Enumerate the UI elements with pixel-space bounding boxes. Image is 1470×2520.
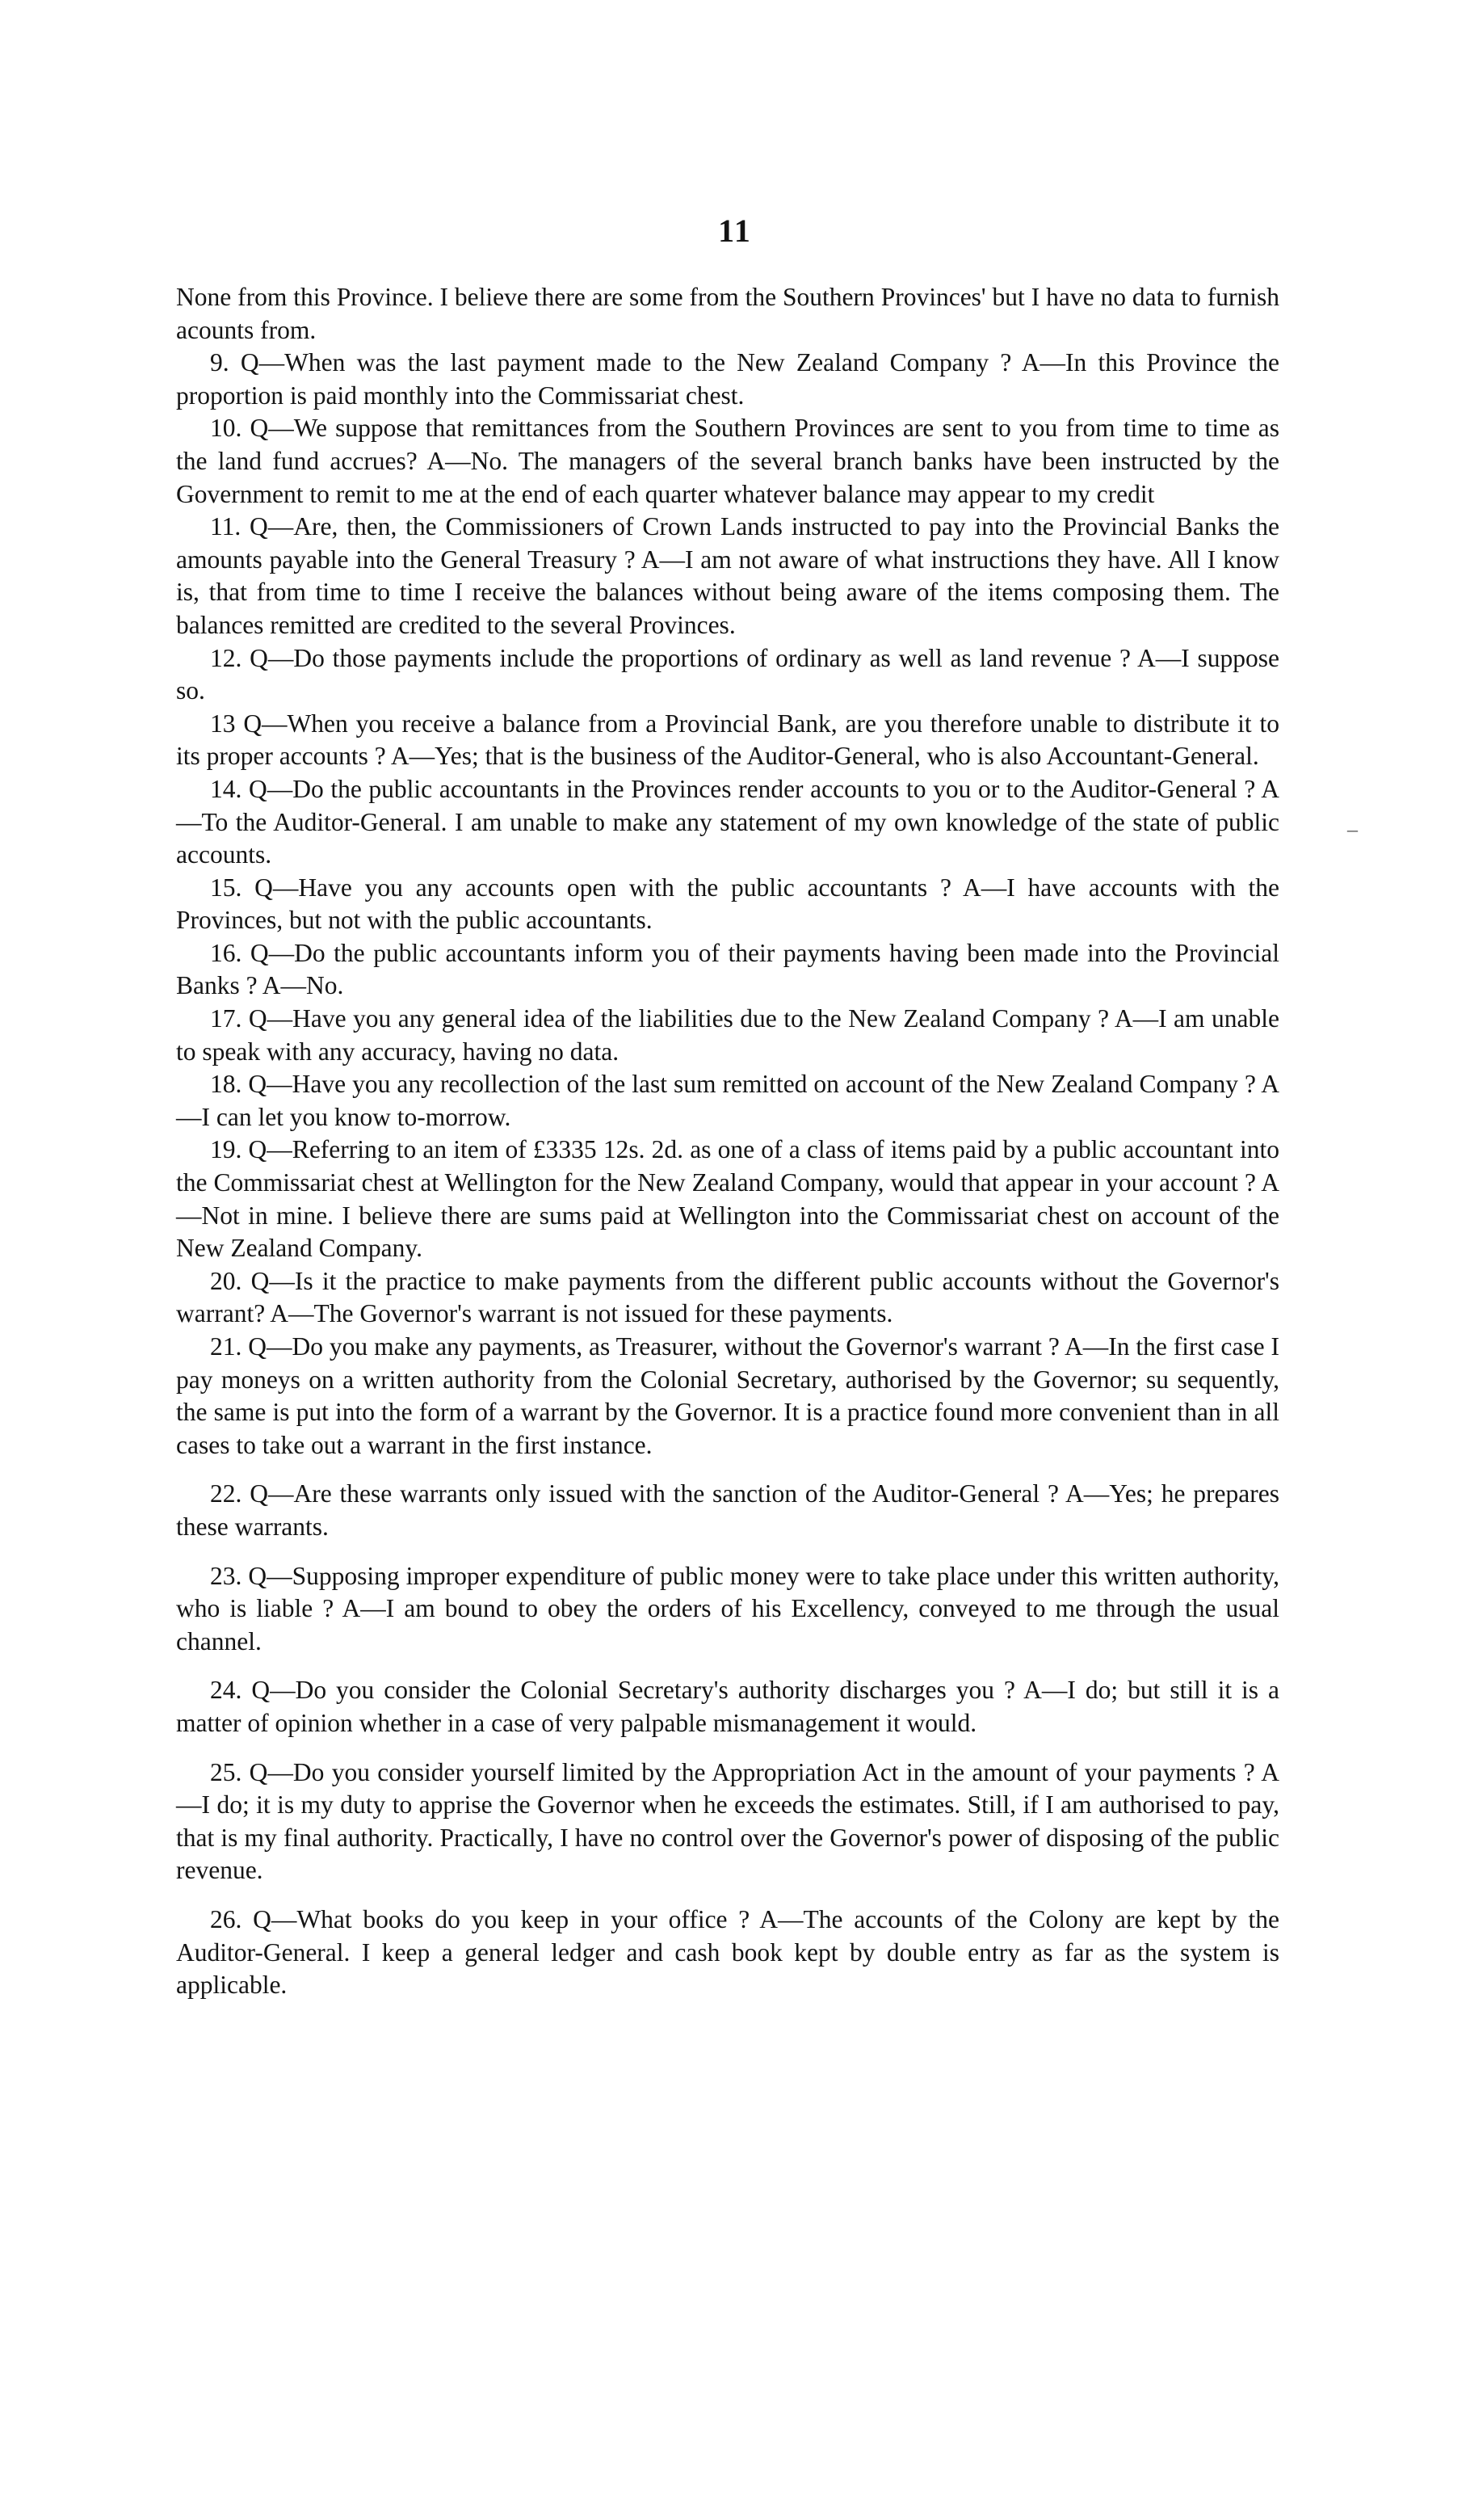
- paragraph-q22: 22. Q—Are these warrants only issued with the sanction of the Auditor-General ? A—Yes; he prepares these warrants.: [176, 1479, 1279, 1541]
- paragraph-q18: 18. Q—Have you any recollection of the last sum remitted on account of the New Zealand Company ? A—I can let you know to-morrow.: [176, 1070, 1279, 1131]
- testimony-text: [176, 281, 1279, 2002]
- paragraph-q23: 23. Q—Supposing improper expenditure of public money were to take place under this written authority, who is liable ? A—I am bound to obey the orders of his Excellency, conveyed to me through the usual channel.: [176, 1561, 1279, 1655]
- paragraph-q17: 17. Q—Have you any general idea of the liabilities due to the New Zealand Company ? A—I am unable to speak with any accuracy, having no data.: [176, 1004, 1279, 1066]
- paragraph-q12: 12. Q—Do those payments include the proportions of ordinary as well as land revenue ? A—I suppose so.: [176, 643, 1279, 705]
- paragraph-q14: 14. Q—Do the public accountants in the Provinces render accounts to you or to the Auditor-General ? A—To the Auditor-General. I am unable to make any statement of my own knowledge of the state of public accounts.: [176, 774, 1279, 869]
- margin-mark: –: [1347, 818, 1358, 841]
- paragraph-q25: 25. Q—Do you consider yourself limited by the Appropriation Act in the amount of your payments ? A—I do; it is my duty to apprise the Governor when he exceeds the estimates. Still, if I am authorised to pay, that is my final authority. Practically, I have no control over the Governor's power of disposing of the public revenue.: [176, 1757, 1279, 1885]
- paragraph-q9: 9. Q—When was the last payment made to the New Zealand Company ? A—In this Province the proportion is paid monthly into the Commissariat chest.: [176, 348, 1279, 410]
- paragraph-q24: 24. Q—Do you consider the Colonial Secretary's authority discharges you ? A—I do; but still it is a matter of opinion whether in a case of very palpable mismanagement it would.: [176, 1676, 1279, 1737]
- paragraph-q19: 19. Q—Referring to an item of £3335 12s. 2d. as one of a class of items paid by a public accountant into the Commissariat chest at Wellington for the New Zealand Company, would that appear in your account ? A—Not in mine. I believe there are sums paid at Wellington into the Commissariat chest on account of the New Zealand Company.: [176, 1135, 1279, 1263]
- paragraph-q11: 11. Q—Are, then, the Commissioners of Crown Lands instructed to pay into the Provincial Banks the amounts payable into the General Treasury ? A—I am not aware of what instructions they have. All I know is, that from time to time I receive the balances without being aware of the items composing them. The balances remitted are credited to the several Provinces.: [176, 512, 1279, 639]
- paragraph-continuation: None from this Province. I believe there are some from the Southern Provinces' but I have no data to furnish acounts from.: [176, 283, 1279, 344]
- page-number: 11: [718, 212, 752, 249]
- paragraph-q21: 21. Q—Do you make any payments, as Treasurer, without the Governor's warrant ? A—In the first case I pay moneys on a written authority from the Colonial Secretary, authorised by the Governor; su sequently, the same is put into the form of a warrant by the Governor. It is a practice found more convenient than in all cases to take out a warrant in the first instance.: [176, 1332, 1279, 1459]
- paragraph-q16: 16. Q—Do the public accountants inform you of their payments having been made into the Provincial Banks ? A—No.: [176, 938, 1279, 1000]
- paragraph-q26: 26. Q—What books do you keep in your office ? A—The accounts of the Colony are kept by the Auditor-General. I keep a general ledger and cash book kept by double entry as far as the system is applicable.: [176, 1904, 1279, 2000]
- paragraph-q15: 15. Q—Have you any accounts open with the public accountants ? A—I have accounts with the Provinces, but not with the public accountants.: [176, 873, 1279, 935]
- paragraph-q13: 13 Q—When you receive a balance from a Provincial Bank, are you therefore unable to distribute it to its proper accounts ? A—Yes; that is the business of the Auditor-General, who is also Accountant-General.: [176, 709, 1279, 771]
- paragraph-q20: 20. Q—Is it the practice to make payments from the different public accounts without the Governor's warrant? A—The Governor's warrant is not issued for these payments.: [176, 1266, 1279, 1328]
- paragraph-q10: 10. Q—We suppose that remittances from the Southern Provinces are sent to you from time to time as the land fund accrues? A—No. The managers of the several branch banks have been instructed by the Government to remit to me at the end of each quarter whatever balance may appear to my credit: [176, 414, 1279, 508]
